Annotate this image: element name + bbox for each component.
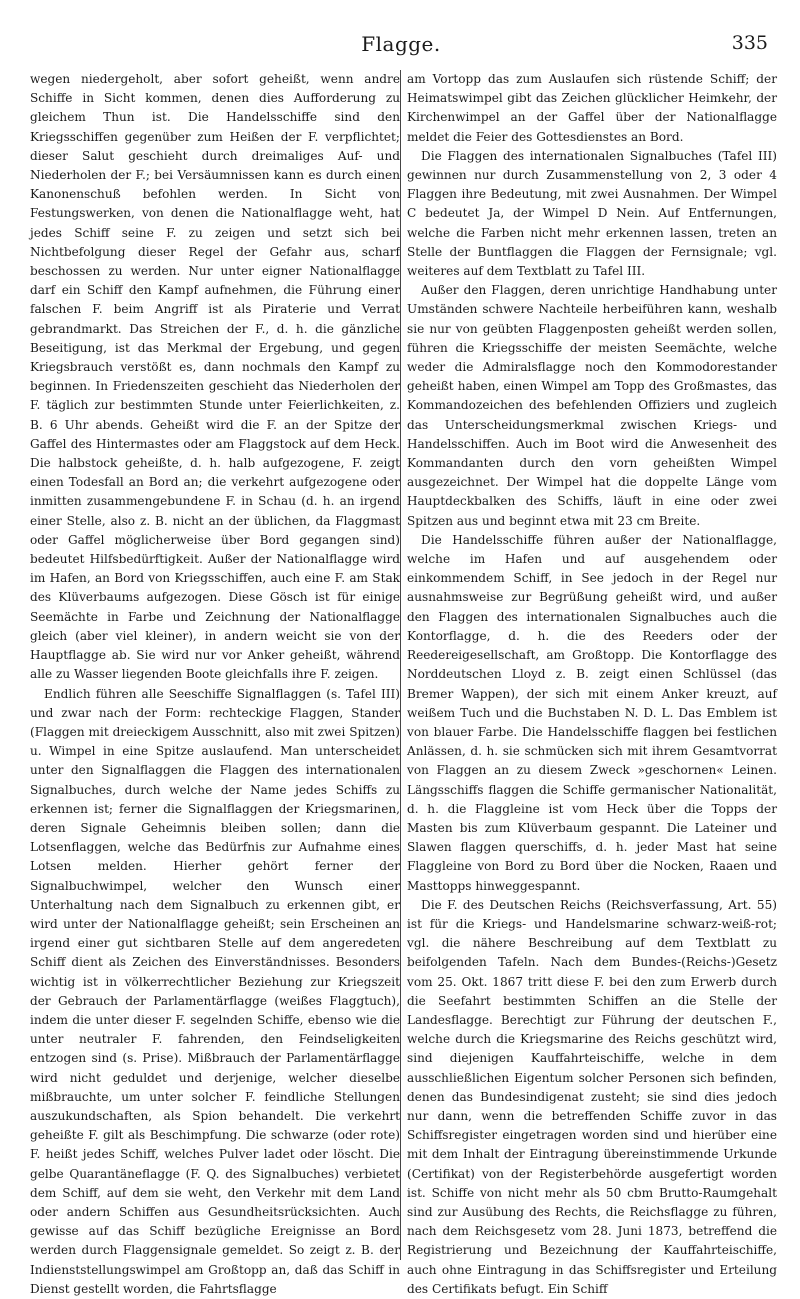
paragraph: am Vortopp das zum Auslaufen sich rüstende Schiff; der Heimatswimpel gibt das Zeichen glücklicher Heimkehr, der Kirchenwimpel an der Gaffel über der Nationalflagge meldet die Feier des Gottesdienstes an Bord. (407, 70, 777, 147)
paragraph: Die F. des Deutschen Reichs (Reichsverfassung, Art. 55) ist für die Kriegs- und Handelsmarine schwarz-weiß-rot; vgl. die nähere Beschreibung auf dem Textblatt zu beifolgenden Tafeln. Nach dem Bundes-(Reichs-)Gesetz vom 25. Okt. 1867 tritt diese F. bei den zum Erwerb durch die Seefahrt bestimmten Schiffen an die Stelle der Landesflagge. Berechtigt zur Führung der deutschen F., welche durch die Kriegsmarine des Reichs geschützt wird, sind diejenigen Kauffahrteischiffe, welche in dem ausschließlichen Eigentum solcher Personen sich befinden, denen das Bundesindigenat zusteht; sie sind dies jedoch nur dann, wenn die betreffenden Schiffe zuvor in das Schiffsregister eingetragen worden sind und hierüber eine mit dem Inhalt der Eintragung übereinstimmende Urkunde (Certifikat) von der Registerbehörde ausgefertigt worden ist. Schiffe von nicht mehr als 50 cbm Brutto-Raumgehalt sind zur Ausübung des Rechts, die Reichsflagge zu führen, nach dem Reichsgesetz vom 28. Juni 1873, betreffend die Registrierung und Bezeichnung der Kauffahrteischiffe, auch ohne Eintragung in das Schiffsregister und Erteilung des Certifikats befugt. Ein Schiff (407, 896, 777, 1299)
paragraph: wegen niedergeholt, aber sofort geheißt, wenn andre Schiffe in Sicht kommen, denen dies Aufforderung zu gleichem Thun ist. Die Handelsschiffe sind den Kriegsschiffen gegenüber zum Heißen der F. verpflichtet; dieser Salut geschieht durch dreimaliges Auf- und Niederholen der F.; bei Versäumnissen kann es durch einen Kanonenschuß befohlen werden. In Sicht von Festungswerken, von denen die Nationalflagge weht, hat jedes Schiff seine F. zu zeigen und setzt sich bei Nichtbefolgung dieser Regel der Gefahr aus, scharf beschossen zu werden. Nur unter eigner Nationalflagge darf ein Schiff den Kampf aufnehmen, die Führung einer falschen F. beim Angriff ist als Piraterie und Verrat gebrandmarkt. Das Streichen der F., d. h. die gänzliche Beseitigung, ist das Merkmal der Ergebung, und gegen Kriegsbrauch verstößt es, dann nochmals den Kampf zu beginnen. In Friedenszeiten geschieht das Niederholen der F. täglich zur bestimmten Stunde unter Feierlichkeiten, z. B. 6 Uhr abends. Geheißt wird die F. an der Spitze der Gaffel des Hintermastes oder am Flaggstock auf dem Heck. Die halbstock geheißte, d. h. halb aufgezogene, F. zeigt einen Todesfall an Bord an; die verkehrt aufgezogene oder inmitten zusammengebundene F. in Schau (d. h. an irgend einer Stelle, also z. B. nicht an der üblichen, da Flaggmast oder Gaffel möglicherweise über Bord gegangen sind) bedeutet Hilfsbedürftigkeit. Außer der Nationalflagge wird im Hafen, an Bord von Kriegsschiffen, auch eine F. am Stak des Klüverbaums aufgezogen. Diese Gösch ist für einige Seemächte in Farbe und Zeichnung der Nationalflagge gleich (aber viel kleiner), in andern weicht sie von der Hauptflagge ab. Sie wird nur vor Anker geheißt, während alle zu Wasser liegenden Boote gleichfalls ihre F. zeigen. (30, 70, 400, 685)
right-column (407, 70, 777, 1260)
page-title: Flagge. (34, 32, 768, 56)
paragraph: Die Flaggen des internationalen Signalbuches (Tafel III) gewinnen nur durch Zusammenstellung von 2, 3 oder 4 Flaggen ihre Bedeutung, mit zwei Ausnahmen. Der Wimpel C bedeutet Ja, der Wimpel D Nein. Auf Entfernungen, welche die Farben nicht mehr erkennen lassen, treten an Stelle der Buntflaggen die Flaggen der Fernsignale; vgl. weiteres auf dem Textblatt zu Tafel III. (407, 147, 777, 281)
page-number: 335 (732, 32, 768, 54)
paragraph: Die Handelsschiffe führen außer der Nationalflagge, welche im Hafen und auf ausgehendem oder einkommendem Schiff, in See jedoch in der Regel nur ausnahmsweise zur Begrüßung geheißt wird, und außer den Flaggen des internationalen Signalbuches auch die Kontorflagge, d. h. die des Reeders oder der Reedereigesellschaft, am Großtopp. Die Kontorflagge des Norddeutschen Lloyd z. B. zeigt einen Schlüssel (das Bremer Wappen), der sich mit einem Anker kreuzt, auf weißem Tuch und die Buchstaben N. D. L. Das Emblem ist von blauer Farbe. Die Handelsschiffe flaggen bei festlichen Anlässen, d. h. sie schmücken sich mit ihrem Gesamtvorrat von Flaggen an zu diesem Zweck »geschornen« Leinen. Längsschiffs flaggen die Schiffe germanischer Nationalität, d. h. die Flaggleine ist vom Heck über die Topps der Masten bis zum Klüverbaum gespannt. Die Lateiner und Slawen flaggen querschiffs, d. h. jeder Mast hat seine Flaggleine von Bord zu Bord über die Nocken, Raaen und Masttopps hinweggespannt. (407, 531, 777, 896)
page-header (34, 30, 768, 60)
paragraph: Außer den Flaggen, deren unrichtige Handhabung unter Umständen schwere Nachteile herbeiführen kann, weshalb sie nur von geübten Flaggenposten geheißt werden sollen, führen die Kriegsschiffe der meisten Seemächte, welche weder die Admiralsflagge noch den Kommodorestander geheißt haben, einen Wimpel am Topp des Großmastes, das Kommandozeichen des befehlenden Offiziers und zugleich das Unterscheidungsmerkmal zwischen Kriegs- und Handelsschiffen. Auch im Boot wird die Anwesenheit des Kommandanten durch den vorn geheißten Wimpel ausgezeichnet. Der Wimpel hat die doppelte Länge vom Hauptdeckbalken des Schiffs, läuft in eine oder zwei Spitzen aus und beginnt etwa mit 23 cm Breite. (407, 281, 777, 531)
left-column (30, 70, 400, 1260)
column-divider (400, 70, 401, 1260)
paragraph: Endlich führen alle Seeschiffe Signalflaggen (s. Tafel III) und zwar nach der Form: rechteckige Flaggen, Stander (Flaggen mit dreieckigem Ausschnitt, also mit zwei Spitzen) u. Wimpel in eine Spitze auslaufend. Man unterscheidet unter den Signalflaggen die Flaggen des internationalen Signalbuches, durch welche der Name jedes Schiffs zu erkennen ist; ferner die Signalflaggen der Kriegsmarinen, deren Signale Geheimnis bleiben sollen; dann die Lotsenflaggen, welche das Bedürfnis zur Aufnahme eines Lotsen melden. Hierher gehört ferner der Signalbuchwimpel, welcher den Wunsch einer Unterhaltung nach dem Signalbuch zu erkennen gibt, er wird unter der Nationalflagge geheißt; sein Erscheinen an irgend einer gut sichtbaren Stelle auf dem angeredeten Schiff dient als Zeichen des Einverständnisses. Besonders wichtig ist in völkerrechtlicher Beziehung zur Kriegszeit der Gebrauch der Parlamentärflagge (weißes Flaggtuch), indem die unter dieser F. segelnden Schiffe, ebenso wie die unter neutraler F. fahrenden, den Feindseligkeiten entzogen sind (s. Prise). Mißbrauch der Parlamentärflagge wird nicht geduldet und derjenige, welcher dieselbe mißbrauchte, um unter solcher F. feindliche Stellungen auszukundschaften, als Spion behandelt. Die verkehrt geheißte F. gilt als Beschimpfung. Die schwarze (oder rote) F. heißt jedes Schiff, welches Pulver ladet oder löscht. Die gelbe Quarantäneflagge (F. Q. des Signalbuches) verbietet dem Schiff, auf dem sie weht, den Verkehr mit dem Land oder andern Schiffen aus Gesundheitsrücksichten. Auch gewisse auf das Schiff bezügliche Ereignisse an Bord werden durch Flaggensignale gemeldet. So zeigt z. B. der Indienststellungswimpel am Großtopp an, daß das Schiff in Dienst gestellt worden, die Fahrtsflagge (30, 685, 400, 1299)
